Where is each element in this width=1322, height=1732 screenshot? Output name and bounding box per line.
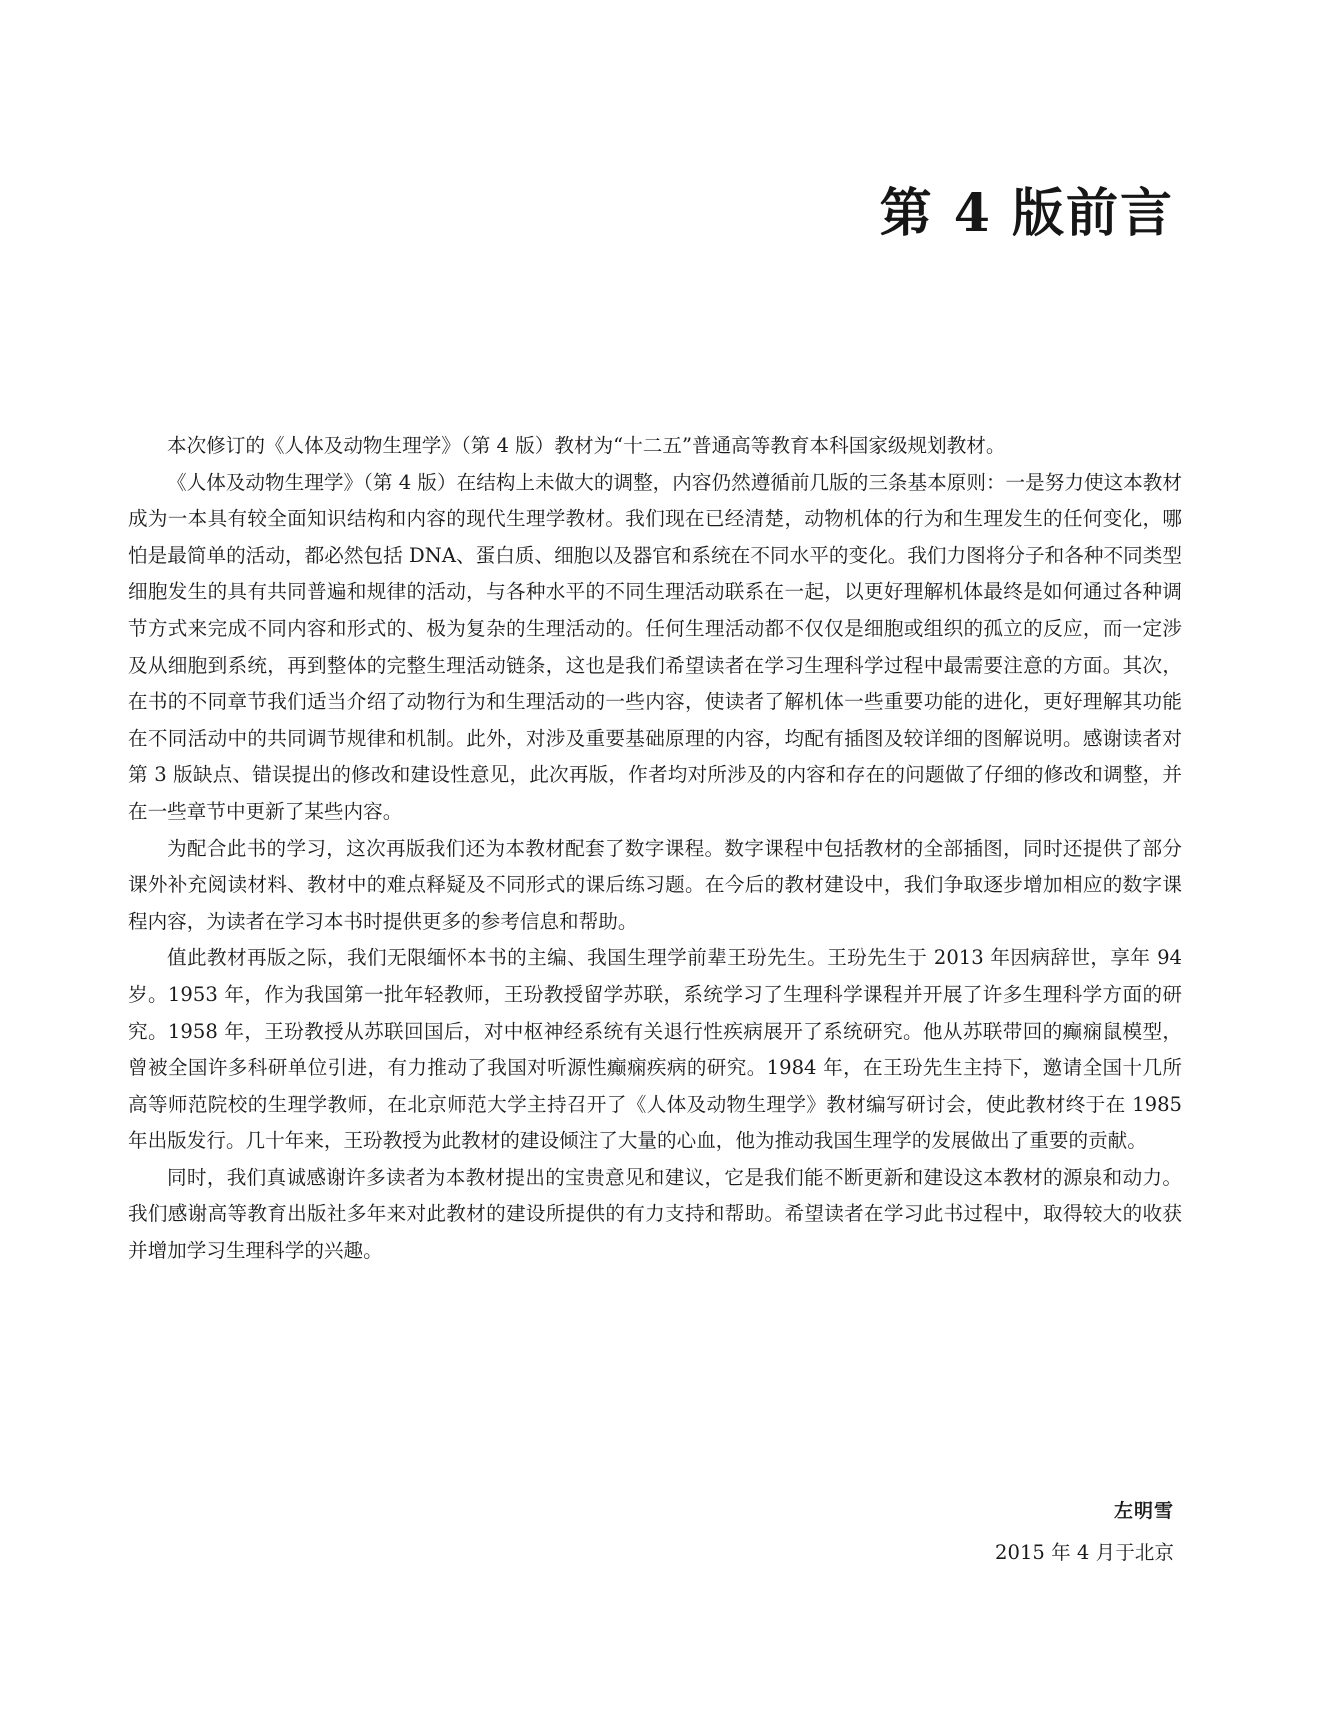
author-name: 左明雪 xyxy=(1113,1500,1174,1522)
paragraph-2: 《人体及动物生理学》（第 4 版）在结构上未做大的调整，内容仍然遵循前几版的三条基本原则：一是努力使这本教材成为一本具有较全面知识结构和内容的现代生理学教材。我们现在已经清楚，动物机体的行为和生理发生的任何变化，哪怕是最简单的活动，都必然包括 DNA、蛋白质、细胞以及器官和系统在不同水平的变化。我们力图将分子和各种不同类型细胞发生的具有共同普遍和规律的活动，与各种水平的不同生理活动联系在一起，以更好理解机体最终是如何通过各种调节方式来完成不同内容和形式的、极为复杂的生理活动的。任何生理活动都不仅仅是细胞或组织的孤立的反应，而一定涉及从细胞到系统，再到整体的完整生理活动链条，这也是我们希望读者在学习生理科学过程中最需要注意的方面。其次，在书的不同章节我们适当介绍了动物行为和生理活动的一些内容，使读者了解机体一些重要功能的进化，更好理解其功能在不同活动中的共同调节规律和机制。此外，对涉及重要基础原理的内容，均配有插图及较详细的图解说明。感谢读者对第 3 版缺点、错误提出的修改和建设性意见，此次再版，作者均对所涉及的内容和存在的问题做了仔细的修改和调整，并在一些章节中更新了某些内容。 xyxy=(128,470,1182,823)
signature-block xyxy=(995,1497,1174,1567)
paragraph-3: 为配合此书的学习，这次再版我们还为本教材配套了数字课程。数字课程中包括教材的全部插图，同时还提供了部分课外补充阅读材料、教材中的难点释疑及不同形式的课后练习题。在今后的教材建设中，我们争取逐步增加相应的数字课程内容，为读者在学习本书时提供更多的参考信息和帮助。 xyxy=(128,836,1182,933)
paragraph-5: 同时，我们真诚感谢许多读者为本教材提出的宝贵意见和建议，它是我们能不断更新和建设这本教材的源泉和动力。我们感谢高等教育出版社多年来对此教材的建设所提供的有力支持和帮助。希望读者在学习此书过程中，取得较大的收获并增加学习生理科学的兴趣。 xyxy=(128,1165,1182,1263)
preface-body xyxy=(128,428,1182,1270)
date-place: 2015 年 4 月于北京 xyxy=(995,1541,1174,1564)
page-title: 第 4 版前言 xyxy=(879,182,1174,244)
paragraph-1: 本次修订的《人体及动物生理学》（第 4 版）教材为“十二五”普通高等教育本科国家级规划教材。 xyxy=(167,434,1006,457)
paragraph-4: 值此教材再版之际，我们无限缅怀本书的主编、我国生理学前辈王玢先生。王玢先生于 2013 年因病辞世，享年 94 岁。1953 年，作为我国第一批年轻教师，王玢教授留学苏联，系统学习了生理科学课程并开展了许多生理科学方面的研究。1958 年，王玢教授从苏联回国后，对中枢神经系统有关退行性疾病展开了系统研究。他从苏联带回的癫痫鼠模型，曾被全国许多科研单位引进，有力推动了我国对听源性癫痫疾病的研究。1984 年，在王玢先生主持下，邀请全国十几所高等师范院校的生理学教师，在北京师范大学主持召开了《人体及动物生理学》教材编写研讨会，使此教材终于在 1985 年出版发行。几十年来，王玢教授为此教材的建设倾注了大量的心血，他为推动我国生理学的发展做出了重要的贡献。 xyxy=(128,946,1182,1153)
